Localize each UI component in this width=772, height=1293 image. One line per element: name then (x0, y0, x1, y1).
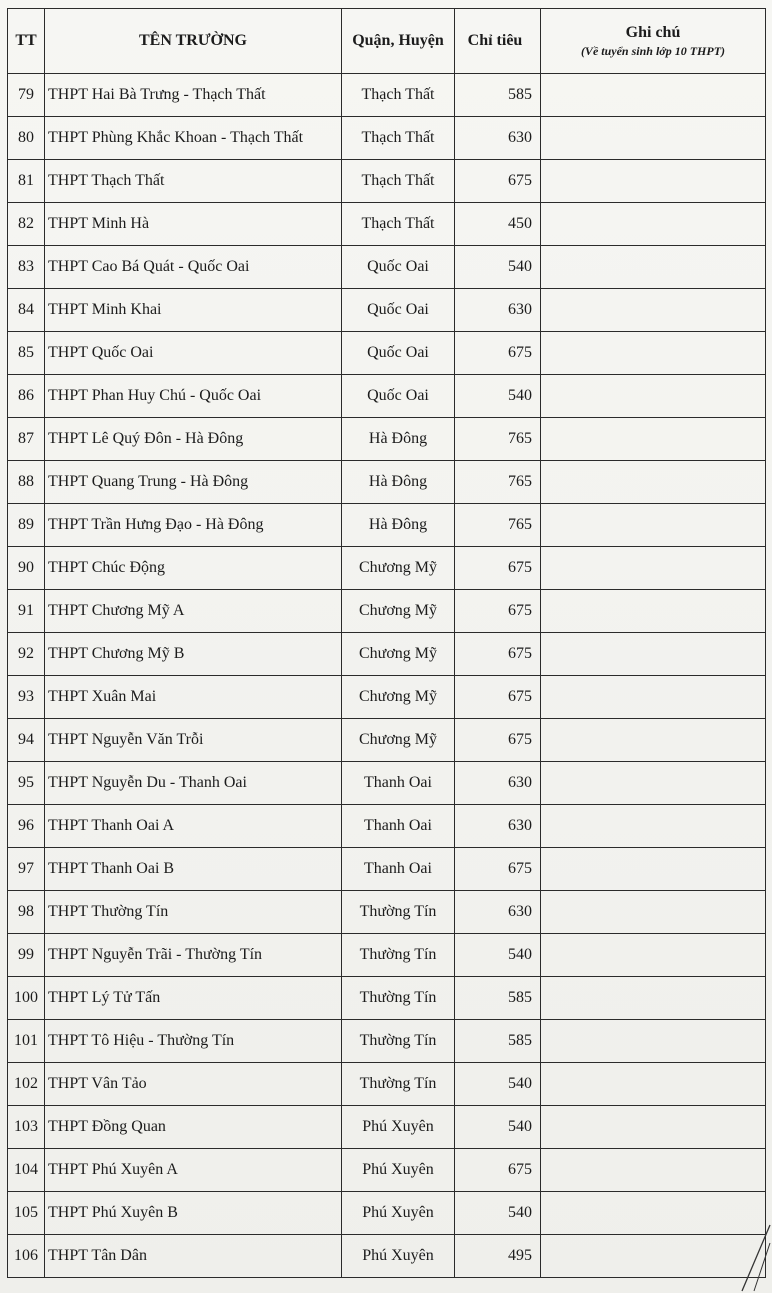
row-school-name: THPT Đồng Quan (45, 1106, 342, 1149)
row-school-name: THPT Thanh Oai B (45, 848, 342, 891)
row-note (541, 1149, 766, 1192)
row-note (541, 375, 766, 418)
row-quota: 585 (455, 977, 541, 1020)
row-quota: 765 (455, 461, 541, 504)
table-body (8, 74, 766, 1278)
row-quota: 675 (455, 590, 541, 633)
row-note (541, 504, 766, 547)
row-quota: 675 (455, 332, 541, 375)
row-tt: 93 (8, 676, 45, 719)
row-quota: 630 (455, 891, 541, 934)
row-quota: 540 (455, 934, 541, 977)
row-school-name: THPT Lý Tử Tấn (45, 977, 342, 1020)
row-tt: 102 (8, 1063, 45, 1106)
row-school-name: THPT Minh Hà (45, 203, 342, 246)
row-district: Thường Tín (342, 977, 455, 1020)
row-district: Quốc Oai (342, 246, 455, 289)
row-note (541, 1063, 766, 1106)
row-district: Thạch Thất (342, 203, 455, 246)
table-row (8, 375, 766, 418)
row-tt: 106 (8, 1235, 45, 1278)
row-tt: 91 (8, 590, 45, 633)
row-district: Hà Đông (342, 461, 455, 504)
row-tt: 87 (8, 418, 45, 461)
row-school-name: THPT Tô Hiệu - Thường Tín (45, 1020, 342, 1063)
table-row (8, 1020, 766, 1063)
table-row (8, 332, 766, 375)
row-tt: 98 (8, 891, 45, 934)
row-district: Chương Mỹ (342, 633, 455, 676)
row-note (541, 74, 766, 117)
header-row (8, 9, 766, 74)
row-quota: 540 (455, 375, 541, 418)
row-note (541, 1020, 766, 1063)
row-district: Thanh Oai (342, 762, 455, 805)
row-tt: 105 (8, 1192, 45, 1235)
row-school-name: THPT Nguyễn Văn Trỗi (45, 719, 342, 762)
row-district: Chương Mỹ (342, 590, 455, 633)
pen-stroke-mark (732, 1223, 772, 1293)
row-school-name: THPT Vân Tảo (45, 1063, 342, 1106)
row-tt: 80 (8, 117, 45, 160)
row-quota: 630 (455, 117, 541, 160)
row-quota: 675 (455, 1149, 541, 1192)
row-tt: 88 (8, 461, 45, 504)
row-district: Thanh Oai (342, 848, 455, 891)
row-school-name: THPT Tân Dân (45, 1235, 342, 1278)
header-school-name: TÊN TRƯỜNG (45, 9, 342, 74)
row-school-name: THPT Nguyễn Du - Thanh Oai (45, 762, 342, 805)
row-quota: 540 (455, 1192, 541, 1235)
row-quota: 675 (455, 848, 541, 891)
row-school-name: THPT Quốc Oai (45, 332, 342, 375)
row-school-name: THPT Minh Khai (45, 289, 342, 332)
row-district: Thạch Thất (342, 160, 455, 203)
row-district: Phú Xuyên (342, 1106, 455, 1149)
row-district: Phú Xuyên (342, 1149, 455, 1192)
row-note (541, 934, 766, 977)
table-row (8, 547, 766, 590)
row-tt: 96 (8, 805, 45, 848)
row-tt: 103 (8, 1106, 45, 1149)
row-tt: 92 (8, 633, 45, 676)
header-note-subtitle: (Về tuyển sinh lớp 10 THPT) (580, 43, 726, 58)
row-school-name: THPT Phan Huy Chú - Quốc Oai (45, 375, 342, 418)
row-district: Thạch Thất (342, 117, 455, 160)
row-district: Thường Tín (342, 934, 455, 977)
row-tt: 94 (8, 719, 45, 762)
row-quota: 675 (455, 719, 541, 762)
row-tt: 104 (8, 1149, 45, 1192)
table-row (8, 762, 766, 805)
row-school-name: THPT Xuân Mai (45, 676, 342, 719)
row-tt: 89 (8, 504, 45, 547)
row-school-name: THPT Phú Xuyên B (45, 1192, 342, 1235)
table-row (8, 117, 766, 160)
row-school-name: THPT Trần Hưng Đạo - Hà Đông (45, 504, 342, 547)
row-district: Hà Đông (342, 504, 455, 547)
row-district: Thạch Thất (342, 74, 455, 117)
table-row (8, 891, 766, 934)
row-tt: 90 (8, 547, 45, 590)
header-note (541, 9, 766, 74)
table-row (8, 676, 766, 719)
row-district: Thường Tín (342, 891, 455, 934)
table-row (8, 934, 766, 977)
row-note (541, 719, 766, 762)
row-quota: 540 (455, 246, 541, 289)
row-note (541, 418, 766, 461)
row-school-name: THPT Chúc Động (45, 547, 342, 590)
row-quota: 585 (455, 1020, 541, 1063)
row-quota: 765 (455, 504, 541, 547)
row-tt: 83 (8, 246, 45, 289)
row-tt: 85 (8, 332, 45, 375)
row-school-name: THPT Chương Mỹ A (45, 590, 342, 633)
table-row (8, 74, 766, 117)
row-district: Thường Tín (342, 1063, 455, 1106)
row-note (541, 676, 766, 719)
table-row (8, 977, 766, 1020)
row-quota: 765 (455, 418, 541, 461)
header-district: Quận, Huyện (342, 9, 455, 74)
row-school-name: THPT Cao Bá Quát - Quốc Oai (45, 246, 342, 289)
table-row (8, 633, 766, 676)
table-row (8, 461, 766, 504)
row-district: Thường Tín (342, 1020, 455, 1063)
row-district: Phú Xuyên (342, 1235, 455, 1278)
row-tt: 82 (8, 203, 45, 246)
row-tt: 79 (8, 74, 45, 117)
row-school-name: THPT Nguyễn Trãi - Thường Tín (45, 934, 342, 977)
header-tt: TT (8, 9, 45, 74)
table-row (8, 418, 766, 461)
row-school-name: THPT Thường Tín (45, 891, 342, 934)
row-school-name: THPT Chương Mỹ B (45, 633, 342, 676)
row-district: Chương Mỹ (342, 547, 455, 590)
row-note (541, 289, 766, 332)
row-school-name: THPT Thạch Thất (45, 160, 342, 203)
row-quota: 630 (455, 762, 541, 805)
table-row (8, 1235, 766, 1278)
table-row (8, 848, 766, 891)
table-row (8, 1106, 766, 1149)
row-quota: 585 (455, 74, 541, 117)
row-quota: 675 (455, 547, 541, 590)
table-row (8, 1192, 766, 1235)
row-district: Chương Mỹ (342, 676, 455, 719)
row-quota: 540 (455, 1106, 541, 1149)
row-tt: 99 (8, 934, 45, 977)
row-note (541, 762, 766, 805)
row-district: Thanh Oai (342, 805, 455, 848)
row-quota: 675 (455, 160, 541, 203)
row-tt: 81 (8, 160, 45, 203)
row-tt: 86 (8, 375, 45, 418)
row-note (541, 547, 766, 590)
table-row (8, 246, 766, 289)
row-note (541, 117, 766, 160)
row-note (541, 461, 766, 504)
row-school-name: THPT Thanh Oai A (45, 805, 342, 848)
row-school-name: THPT Lê Quý Đôn - Hà Đông (45, 418, 342, 461)
table-row (8, 805, 766, 848)
row-school-name: THPT Phú Xuyên A (45, 1149, 342, 1192)
row-quota: 495 (455, 1235, 541, 1278)
row-district: Phú Xuyên (342, 1192, 455, 1235)
row-quota: 630 (455, 289, 541, 332)
row-note (541, 1106, 766, 1149)
row-quota: 630 (455, 805, 541, 848)
row-note (541, 633, 766, 676)
row-district: Quốc Oai (342, 289, 455, 332)
school-quota-table (7, 8, 766, 1278)
row-note (541, 332, 766, 375)
row-district: Quốc Oai (342, 375, 455, 418)
table-row (8, 289, 766, 332)
table-row (8, 203, 766, 246)
table-row (8, 719, 766, 762)
row-note (541, 848, 766, 891)
row-quota: 675 (455, 676, 541, 719)
row-school-name: THPT Hai Bà Trưng - Thạch Thất (45, 74, 342, 117)
row-district: Chương Mỹ (342, 719, 455, 762)
table-row (8, 504, 766, 547)
header-quota: Chỉ tiêu (455, 9, 541, 74)
row-note (541, 891, 766, 934)
row-note (541, 246, 766, 289)
row-quota: 675 (455, 633, 541, 676)
row-school-name: THPT Phùng Khắc Khoan - Thạch Thất (45, 117, 342, 160)
row-tt: 84 (8, 289, 45, 332)
row-quota: 540 (455, 1063, 541, 1106)
table-row (8, 590, 766, 633)
row-note (541, 160, 766, 203)
row-tt: 95 (8, 762, 45, 805)
header-note-title: Ghi chú (625, 23, 681, 41)
row-note (541, 590, 766, 633)
row-note (541, 805, 766, 848)
table-row (8, 160, 766, 203)
row-district: Quốc Oai (342, 332, 455, 375)
table-row (8, 1149, 766, 1192)
row-note (541, 203, 766, 246)
row-tt: 97 (8, 848, 45, 891)
row-note (541, 977, 766, 1020)
row-school-name: THPT Quang Trung - Hà Đông (45, 461, 342, 504)
table-row (8, 1063, 766, 1106)
row-district: Hà Đông (342, 418, 455, 461)
table-header (8, 9, 766, 74)
row-tt: 100 (8, 977, 45, 1020)
row-quota: 450 (455, 203, 541, 246)
row-tt: 101 (8, 1020, 45, 1063)
